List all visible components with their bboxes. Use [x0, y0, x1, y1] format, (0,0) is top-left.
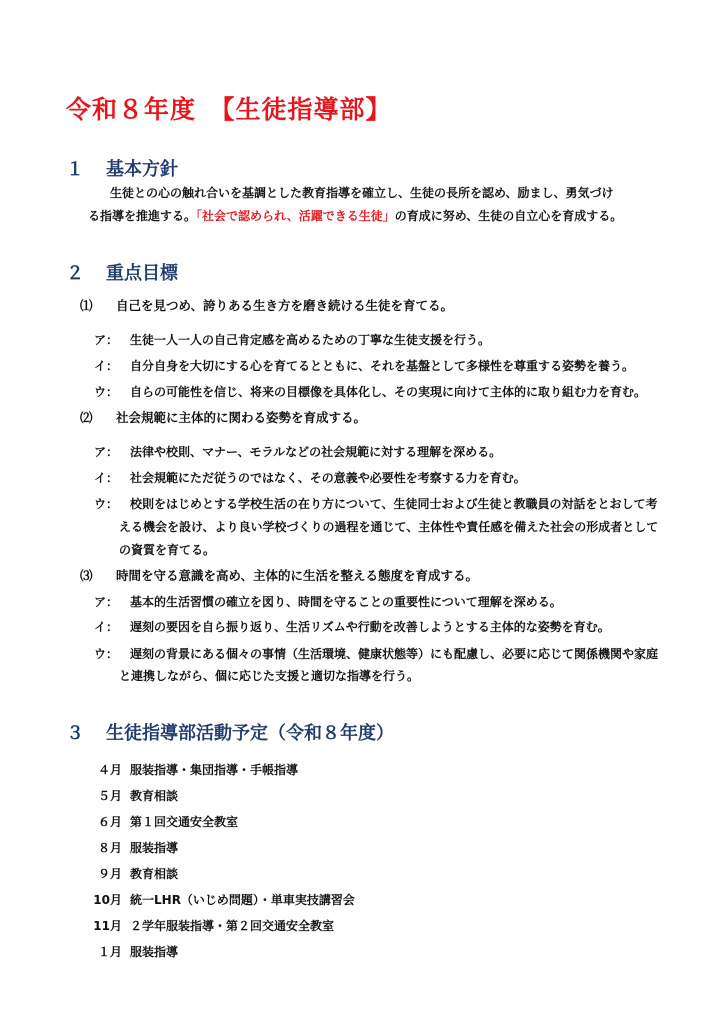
- goal-1-item-i: [94, 357, 634, 374]
- goal-2-item-u-line3: の資質を育てる。: [119, 543, 216, 557]
- goal-2-item-i: [94, 469, 526, 486]
- para-prefix: る指導を推進する。: [88, 209, 197, 223]
- schedule-text: 教育相談: [130, 789, 179, 803]
- section1-paragraph-line1: 生徒との心の触れ合いを基調とした教育指導を確立し、生徒の長所を認め、励まし、勇気づけ: [110, 186, 614, 200]
- goal-3-item-u-line2: と連携しながら、個に応じた支援と適切な指導を行う。: [119, 669, 420, 683]
- section3-heading: [66, 719, 394, 745]
- schedule-month: 10月: [93, 893, 122, 907]
- schedule-row: [84, 813, 238, 830]
- goal-3-item-i: [94, 618, 610, 635]
- goal-1-label: ⑴: [80, 298, 93, 313]
- schedule-month: １月: [97, 945, 122, 959]
- goal-1-item-u: [94, 383, 646, 400]
- schedule-text: 第１回交通安全教室: [130, 815, 239, 829]
- goal-3: [80, 566, 478, 584]
- schedule-month: ４月: [97, 763, 122, 777]
- schedule-row: [84, 917, 334, 934]
- goal-3-label: ⑶: [80, 568, 93, 583]
- section1-number: １: [66, 159, 84, 180]
- goal-2-label: ⑵: [80, 410, 93, 425]
- goal-3-item-u: [94, 645, 658, 662]
- schedule-month: ９月: [97, 867, 122, 881]
- goal-1-text: 自己を見つめ、誇りある生き方を磨き続ける生徒を育てる。: [116, 298, 454, 313]
- section1-paragraph-line2: [88, 207, 622, 224]
- schedule-month: 11月: [93, 919, 122, 933]
- schedule-row: [84, 865, 178, 882]
- item-text: 社会規範にただ従うのではなく、その意義や必要性を考察する力を育む。: [130, 471, 526, 485]
- goal-2-text: 社会規範に主体的に関わる姿勢を育成する。: [116, 410, 367, 425]
- item-label: イ：: [94, 620, 119, 634]
- schedule-month: ５月: [97, 789, 122, 803]
- schedule-text: 教育相談: [130, 867, 179, 881]
- item-text: 自分自身を大切にする心を育てるとともに、それを基盤として多様性を尊重する姿勢を養う。: [130, 359, 635, 373]
- schedule-row: [84, 891, 355, 908]
- schedule-text: ２学年服装指導・第２回交通安全教室: [130, 919, 335, 933]
- item-label: イ：: [94, 359, 119, 373]
- para-suffix: の育成に努め、生徒の自立心を育成する。: [394, 209, 623, 223]
- item-text: 校則をはじめとする学校生活の在り方について、生徒同士および生徒と教職員の対話をとおして考: [130, 497, 658, 511]
- item-text: 基本的生活習慣の確立を図り、時間を守ることの重要性について理解を深める。: [130, 595, 562, 609]
- para-highlight: 「社会で認められ、活躍できる生徒」: [196, 209, 395, 223]
- section1-title: 基本方針: [106, 159, 178, 180]
- item-label: ウ：: [94, 647, 119, 661]
- item-label: ア：: [94, 445, 119, 459]
- item-label: ウ：: [94, 497, 119, 511]
- item-text: 自らの可能性を信じ、将来の目標像を具体化し、その実現に向けて主体的に取り組む力を育む。: [130, 385, 647, 399]
- schedule-month: ８月: [97, 841, 122, 855]
- schedule-month: ６月: [97, 815, 122, 829]
- schedule-row: [84, 943, 178, 960]
- item-text: 法律や校則、マナー、モラルなどの社会規範に対する理解を深める。: [130, 445, 502, 459]
- goal-2-item-u-line2: える機会を設け、より良い学校づくりの過程を通じて、主体性や責任感を備えた社会の形成者として: [119, 520, 659, 534]
- item-label: ア：: [94, 333, 119, 347]
- item-label: ウ：: [94, 385, 119, 399]
- item-text: 遅刻の要因を自ら振り返り、生活リズムや行動を改善しようとする主体的な姿勢を育む。: [130, 620, 610, 634]
- goal-2-item-u: [94, 495, 658, 512]
- section3-number: ３: [66, 723, 84, 744]
- schedule-row: [84, 787, 178, 804]
- section3-title: 生徒指導部活動予定（令和８年度）: [106, 723, 394, 744]
- item-text: 生徒一人一人の自己肯定感を高めるための丁寧な生徒支援を行う。: [130, 333, 491, 347]
- goal-3-item-a: [94, 593, 562, 610]
- goal-1: [80, 296, 453, 314]
- section2-number: ２: [66, 263, 84, 284]
- schedule-row: [84, 839, 178, 856]
- schedule-text: 服装指導・集団指導・手帳指導: [130, 763, 299, 777]
- page-title: 令和８年度 【生徒指導部】: [66, 95, 392, 124]
- goal-2: [80, 408, 366, 426]
- goal-2-item-a: [94, 443, 501, 460]
- section1-heading: [66, 155, 178, 181]
- schedule-text: 服装指導: [130, 841, 179, 855]
- schedule-text: 服装指導: [130, 945, 179, 959]
- section2-title: 重点目標: [106, 263, 178, 284]
- goal-3-text: 時間を守る意識を高め、主体的に生活を整える態度を育成する。: [116, 568, 479, 583]
- schedule-text: 統一LHR（いじめ問題）・単車実技講習会: [130, 893, 355, 907]
- item-text: 遅刻の背景にある個々の事情（生活環境、健康状態等）にも配慮し、必要に応じて関係機関や家庭: [130, 647, 659, 661]
- item-label: イ：: [94, 471, 119, 485]
- goal-1-item-a: [94, 331, 490, 348]
- item-label: ア：: [94, 595, 119, 609]
- section2-heading: [66, 259, 178, 285]
- schedule-row: [84, 761, 298, 778]
